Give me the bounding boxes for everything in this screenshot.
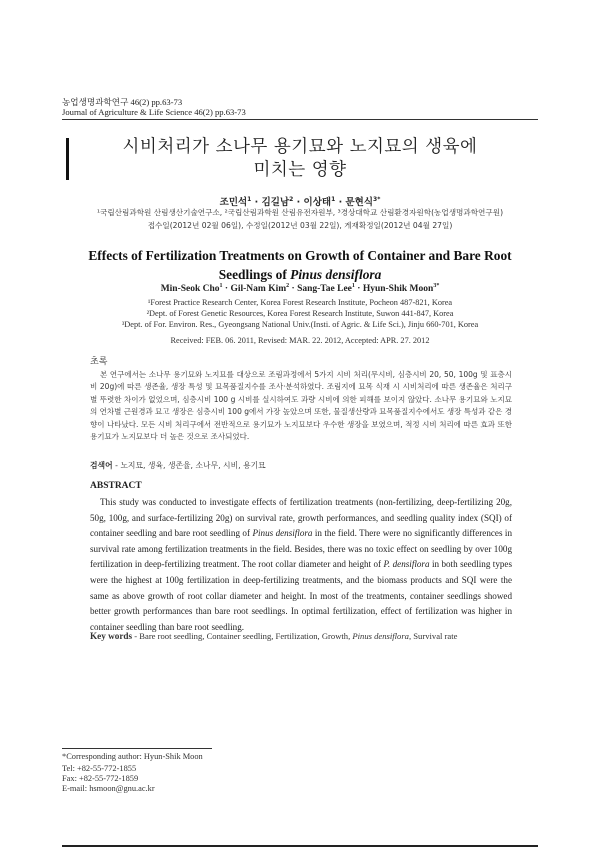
footnote-rule bbox=[62, 748, 212, 749]
author-1: 조민석 bbox=[219, 197, 248, 208]
author-2: 김길남 bbox=[261, 197, 290, 208]
corresponding-author: *Corresponding author: Hyun-Shik Moon bbox=[62, 752, 203, 761]
author-3: 이상태 bbox=[303, 197, 332, 208]
email: E-mail: hsmoon@gnu.ac.kr bbox=[62, 784, 155, 793]
affiliation-1: ¹Forest Practice Research Center, Korea Forest Research Institute, Pocheon 487-821, Korea bbox=[147, 298, 453, 307]
korean-keywords: 검색어 - 노지묘, 생육, 생존율, 소나무, 시비, 용기묘 bbox=[90, 461, 266, 470]
korean-abstract-body: 본 연구에서는 소나무 용기묘와 노지묘를 대상으로 조림과정에서 5가지 시비 처리(무시비, 심층시비 20, 50, 100g 및 표층시비 20g)에 따른 생존율, 생장 특성 및 묘목품질지수를 조사·분석하였다. 조림지에 묘목 식재 시 시비처리에 따른 생존율은 처리구별 뚜렷한 차이가 없었으며, 심층시비 100 g 시비를 실시하여도 과량 시비에 의한 피해를 보이지 않았다. 소나무 용기묘와 노지묘의 연차별 근원경과 묘고 생장은 심층시비 100 g에서 가장 높았으며 또한, 물질생산량과 묘목품질지수에서도 생장 특성과 같은 경향이 나타났다. 모든 시비 처리구에서 전반적으로 용기묘가 노지묘보다 우수한 생장을 보였으며, 적정 시비 처리에 따른 효과 또한 용기묘가 노지묘보다 더 높은 것으로 조사되었다. bbox=[90, 370, 512, 442]
english-authors: Min-Seok Cho$^1$ · Gil-Nam Kim$^2$ · Sang-Tae Lee$^1$ · Hyun-Shik Moon$^{3*}$ bbox=[160, 282, 440, 294]
received-dates: Received: FEB. 06. 2011, Revised: MAR. 22. 2012, Accepted: APR. 27. 2012 bbox=[170, 336, 430, 345]
page-bottom-rule bbox=[62, 845, 538, 847]
journal-header-english: Journal of Agriculture & Life Science 46(2) pp.63-73 bbox=[62, 107, 246, 117]
korean-title-line2: 미치는 영향 bbox=[253, 160, 347, 180]
english-title-line1: Effects of Fertilization Treatments on Growth of Container and Bare Root bbox=[88, 248, 512, 263]
english-title-line2: Seedlings of Pinus densiflora bbox=[218, 267, 382, 282]
header-rule bbox=[62, 119, 538, 120]
english-abstract-body: This study was conducted to investigate effects of fertilization treatments (non-fertilizing, deep-fertilizing 20g, 50g, 100g, and surface-fertilizing 20g) on survival rate, growth performances, and seedling quality index (SQI) of container seedling and bare root seedling of Pinus densiflora in the field. There were no significantly differences in survival rate among fertilization treatments in the field. Besides, there was no toxic effect on seedling by over 100g fertilization in deep-fertilizing treatment. The root collar diameter and height of P. densiflora in both seedling types were the highest at 100g fertilization in deep-fertilizing treatments, and the biomass products and SQI were the same as above growth of root collar diameter and height. In most of the treatments, container seedlings showed better growth performances than bare root seedlings. In optimal fertilization, effect of fertilization was higher in container seedling than bare root seedling. bbox=[90, 497, 513, 632]
english-keywords: Key words - Bare root seedling, Container seedling, Fertilization, Growth, Pinus densiflora, Survival rate bbox=[90, 631, 458, 641]
korean-affiliations: ¹국립산림과학원 산림생산기술연구소, ²국립산림과학원 산림유전자원부, ³경상대학교 산림환경자원학(농업생명과학연구원) bbox=[96, 208, 504, 217]
affiliation-2: ²Dept. of Forest Genetic Resources, Korea Forest Research Institute, Suwon 441-847, Korea bbox=[146, 309, 454, 318]
korean-dates: 접수일(2012년 02월 06일), 수정일(2012년 03월 22일), 게재확정일(2012년 04월 27일) bbox=[147, 221, 453, 230]
journal-header-korean: 농업생명과학연구 46(2) pp.63-73 bbox=[62, 97, 183, 107]
title-accent-bar bbox=[66, 138, 69, 180]
fax: Fax: +82-55-772-1859 bbox=[62, 774, 139, 783]
author-4: 문현식 bbox=[345, 197, 374, 208]
korean-authors: 조민석$^1$ · 김길남$^2$ · 이상태$^1$ · 문현식$^{3*}$ bbox=[219, 195, 381, 208]
affiliation-3: ³Dept. of For. Environ. Res., Gyeongsang National Univ.(Insti. of Agric. & Life Sci.), Jinju 660-701, Korea bbox=[121, 320, 479, 329]
korean-abstract-heading: 초록 bbox=[90, 357, 108, 367]
korean-title-line1: 시비처리가 소나무 용기묘와 노지묘의 생육에 bbox=[122, 137, 478, 157]
phone: Tel: +82-55-772-1855 bbox=[62, 764, 137, 773]
english-abstract-heading: ABSTRACT bbox=[90, 481, 142, 491]
